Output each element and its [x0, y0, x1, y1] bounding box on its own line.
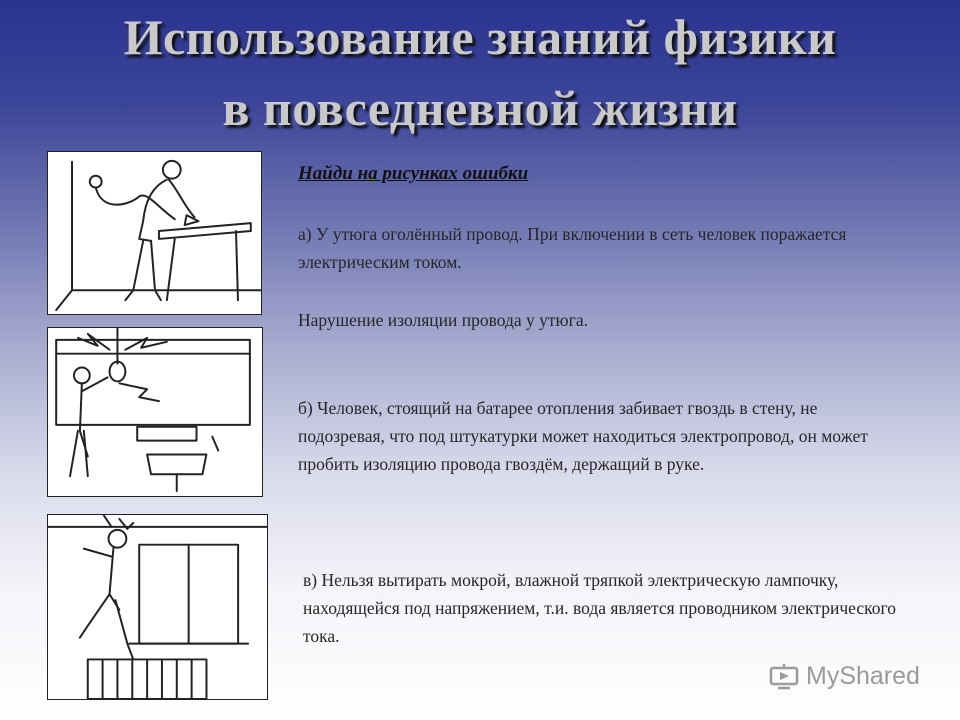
item-a-text: а) У утюга оголённый провод. При включении в сеть человек поражается электрическим током.	[298, 224, 847, 272]
item-b-text: б) Человек, стоящий на батарее отопления забивает гвоздь в стену, не подозревая, что под штукатурки может находиться электропровод, он может пробить изоляцию провода гвоздём, держащий в руке.	[298, 398, 868, 474]
myshared-watermark	[768, 656, 920, 696]
task-heading: Найди на рисунках ошибки	[298, 163, 529, 184]
myshared-logo-text: MyShared	[806, 661, 920, 690]
ironing-sketch	[48, 152, 261, 314]
lamp-sketch	[48, 328, 262, 496]
item-c-text: в) Нельзя вытирать мокрой, влажной тряпкой электрическую лампочку, находящейся под напряжением, т.и. вода является проводником электрического тока.	[303, 570, 897, 646]
illustration-nail-hammering	[47, 514, 268, 700]
item-a-answer: Нарушение изоляции провода у утюга.	[298, 310, 588, 330]
illustration-lamp-wiping	[47, 327, 263, 497]
slide-title-line-1: Использование знаний физики	[123, 9, 837, 65]
myshared-logo-icon	[768, 661, 800, 691]
illustration-ironing	[47, 151, 262, 315]
slide-title-line-2: в повседневной жизни	[222, 80, 738, 136]
nail-sketch	[48, 515, 267, 699]
